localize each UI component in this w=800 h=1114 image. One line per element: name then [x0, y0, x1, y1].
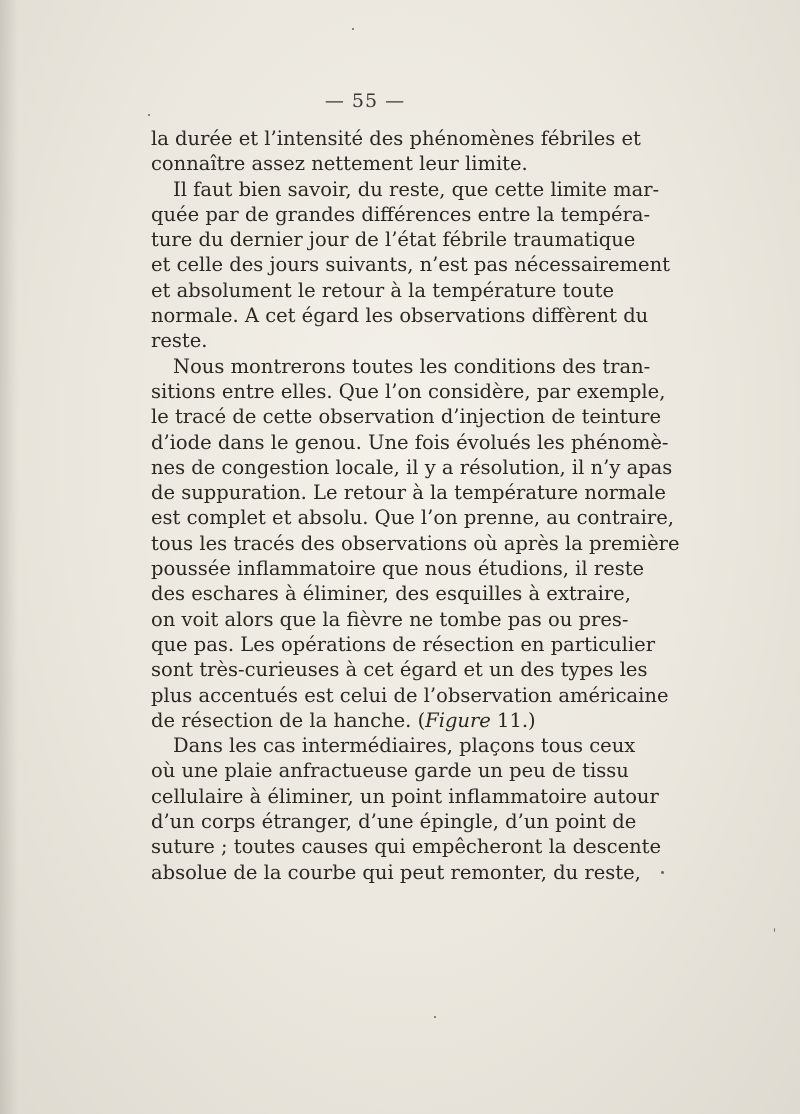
text-line: tous les tracés des observations où après la première [151, 531, 680, 555]
paper-speck [661, 871, 664, 874]
paper-speck [774, 928, 775, 932]
text-line: cellulaire à éliminer, un point inflammatoire autour [151, 784, 659, 808]
text-line: reste. [151, 329, 208, 353]
text-line: poussée inflammatoire que nous étudions, il reste [151, 557, 645, 581]
text-line: des eschares à éliminer, des esquilles à extraire, [151, 582, 631, 606]
paper-speck [434, 1016, 436, 1018]
text-line: et absolument le retour à la température toute [151, 278, 615, 302]
text-line: quée par de grandes différences entre la tempéra- [151, 202, 651, 226]
page-number: — 55 — [324, 90, 406, 112]
text-line: Il faut bien savoir, du reste, que cette limite mar- [173, 177, 660, 201]
paper-speck [352, 28, 354, 30]
text-line: de suppuration. Le retour à la température normale [151, 481, 666, 505]
line-text-before: de résection de la hanche. ( [151, 708, 426, 732]
text-line: nes de congestion locale, il y a résolution, il n’y apas [151, 455, 673, 479]
text-line: et celle des jours suivants, n’est pas nécessairement [151, 253, 670, 277]
text-line: d’iode dans le genou. Une fois évolués les phénomè- [151, 430, 669, 454]
page-gutter-shadow [0, 0, 18, 1114]
body-text [151, 126, 680, 885]
text-line-figure-reference [151, 708, 585, 733]
text-line: que pas. Les opérations de résection en particulier [151, 632, 656, 656]
text-line: Nous montrerons toutes les conditions des tran- [173, 354, 651, 378]
text-line: suture ; toutes causes qui empêcheront la descente [151, 835, 662, 859]
text-line: Dans les cas intermédiaires, plaçons tous ceux [173, 734, 636, 758]
line-text-after: 11.) [490, 708, 536, 732]
text-line: où une plaie anfractueuse garde un peu de tissu [151, 759, 629, 783]
figure-label: Figure [425, 708, 491, 732]
text-line: normale. A cet égard les observations diffèrent du [151, 304, 649, 328]
text-line: connaître assez nettement leur limite. [151, 152, 528, 176]
text-line: plus accentués est celui de l’observation américaine [151, 683, 669, 707]
text-line: sitions entre elles. Que l’on considère, par exemple, [151, 379, 666, 403]
text-line: on voit alors que la fièvre ne tombe pas ou pres- [151, 607, 629, 631]
text-line: d’un corps étranger, d’une épingle, d’un point de [151, 810, 637, 834]
text-line: ture du dernier jour de l’état fébrile traumatique [151, 228, 636, 252]
text-line: la durée et l’intensité des phénomènes fébriles et [151, 127, 641, 150]
text-line: sont très-curieuses à cet égard et un des types les [151, 658, 648, 682]
text-line: absolue de la courbe qui peut remonter, du reste, [151, 860, 641, 884]
text-line: le tracé de cette observation d’injection de teinture [151, 405, 662, 429]
text-line: est complet et absolu. Que l’on prenne, au contraire, [151, 506, 674, 530]
paper-speck [148, 114, 150, 116]
